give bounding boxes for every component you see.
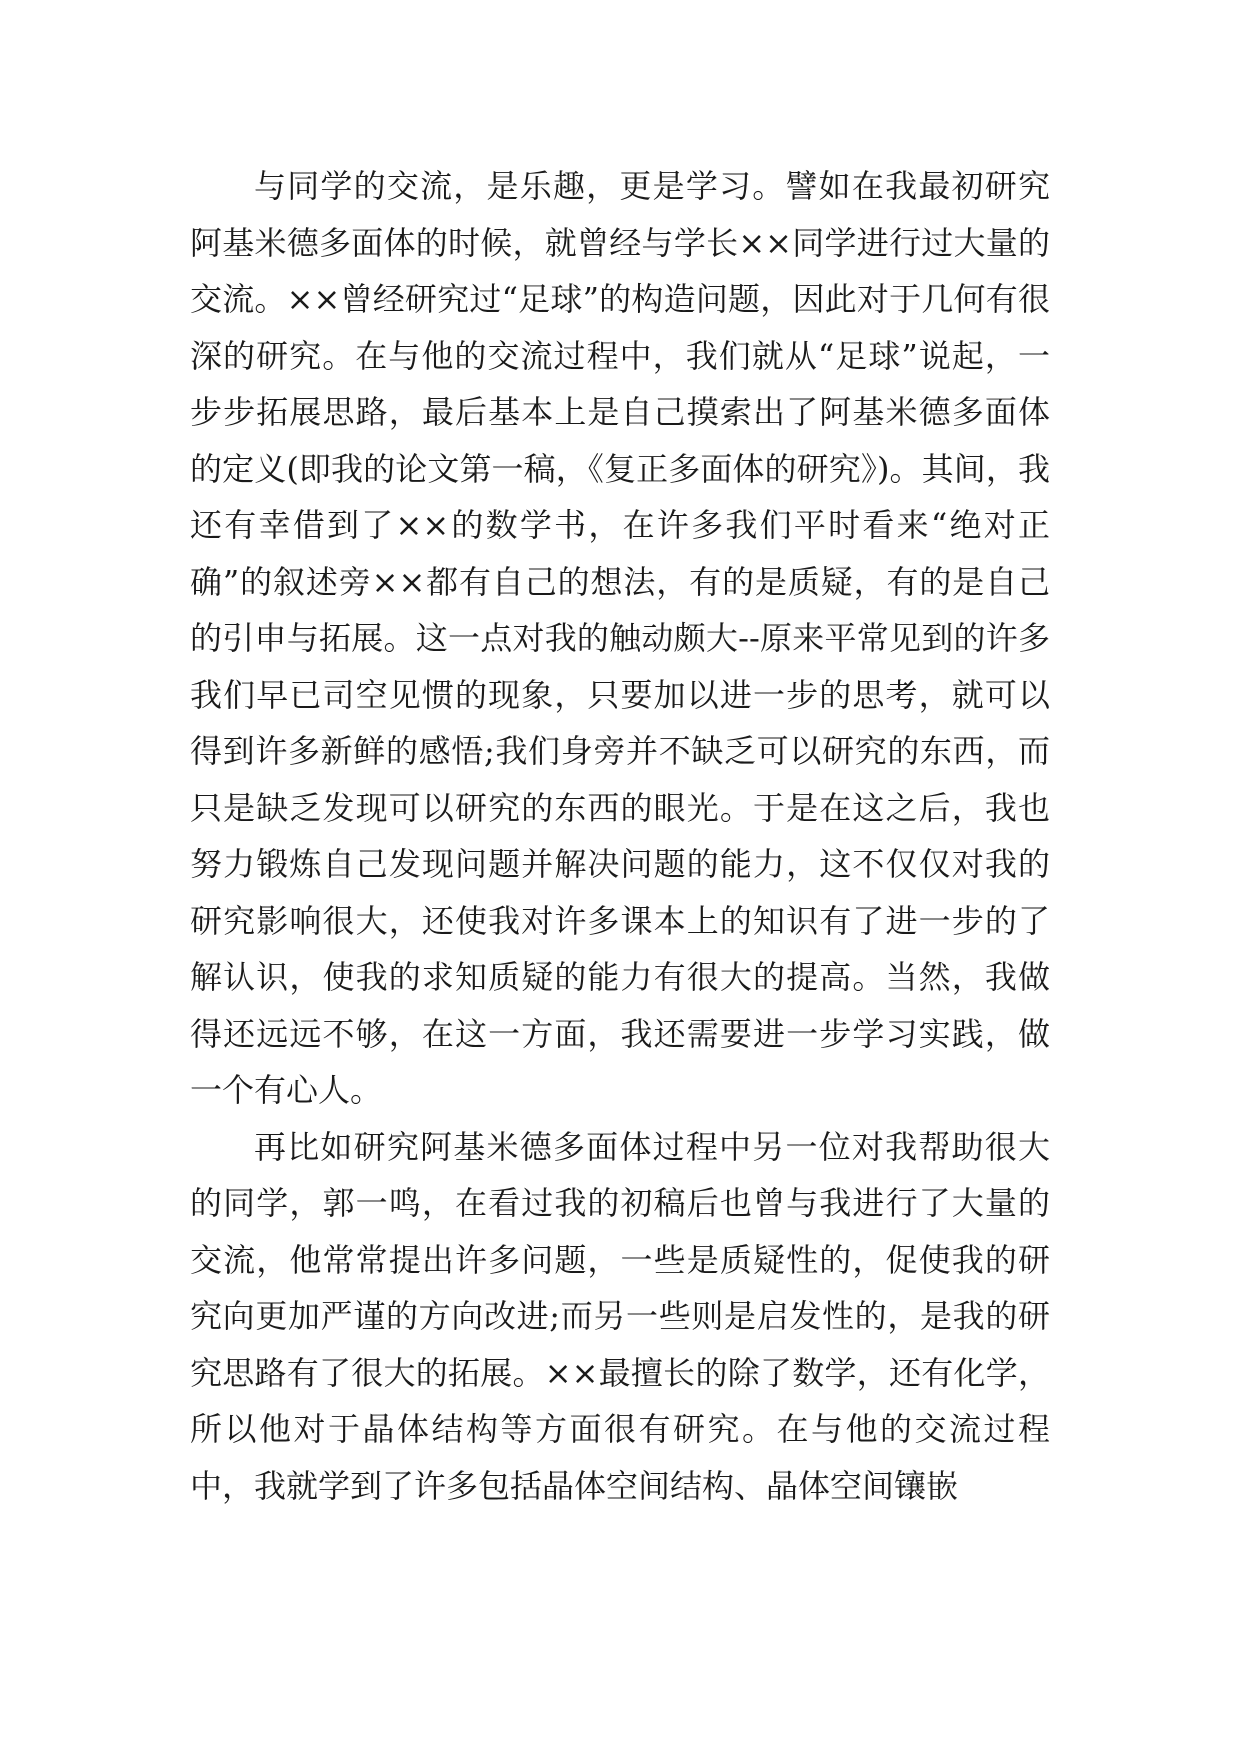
paragraph-2: 再比如研究阿基米德多面体过程中另一位对我帮助很大的同学，郭一鸣，在看过我的初稿后也曾与我进行了大量的交流，他常常提出许多问题，一些是质疑性的，促使我的研究向更加严谨的方向改进;而另一些则是启发性的，是我的研究思路有了很大的拓展。××最擅长的除了数学，还有化学，所以他对于晶体结构等方面很有研究。在与他的交流过程中，我就学到了许多包括晶体空间结构、晶体空间镶嵌 <box>190 1127 1050 1505</box>
document-body <box>190 158 1050 1514</box>
paragraph-1: 与同学的交流，是乐趣，更是学习。譬如在我最初研究阿基米德多面体的时候，就曾经与学长××同学进行过大量的交流。××曾经研究过“足球”的构造问题，因此对于几何有很深的研究。在与他的交流过程中，我们就从“足球”说起，一步步拓展思路，最后基本上是自己摸索出了阿基米德多面体的定义(即我的论文第一稿，《复正多面体的研究》)。其间，我还有幸借到了××的数学书，在许多我们平时看来“绝对正确”的叙述旁××都有自己的想法，有的是质疑，有的是自己的引申与拓展。这一点对我的触动颇大--原来平常见到的许多我们早已司空见惯的现象，只要加以进一步的思考，就可以得到许多新鲜的感悟;我们身旁并不缺乏可以研究的东西，而只是缺乏发现可以研究的东西的眼光。于是在这之后，我也努力锻炼自己发现问题并解决问题的能力，这不仅仅对我的研究影响很大，还使我对许多课本上的知识有了进一步的了解认识，使我的求知质疑的能力有很大的提高。当然，我做得还远远不够，在这一方面，我还需要进一步学习实践，做一个有心人。 <box>190 167 1050 1109</box>
